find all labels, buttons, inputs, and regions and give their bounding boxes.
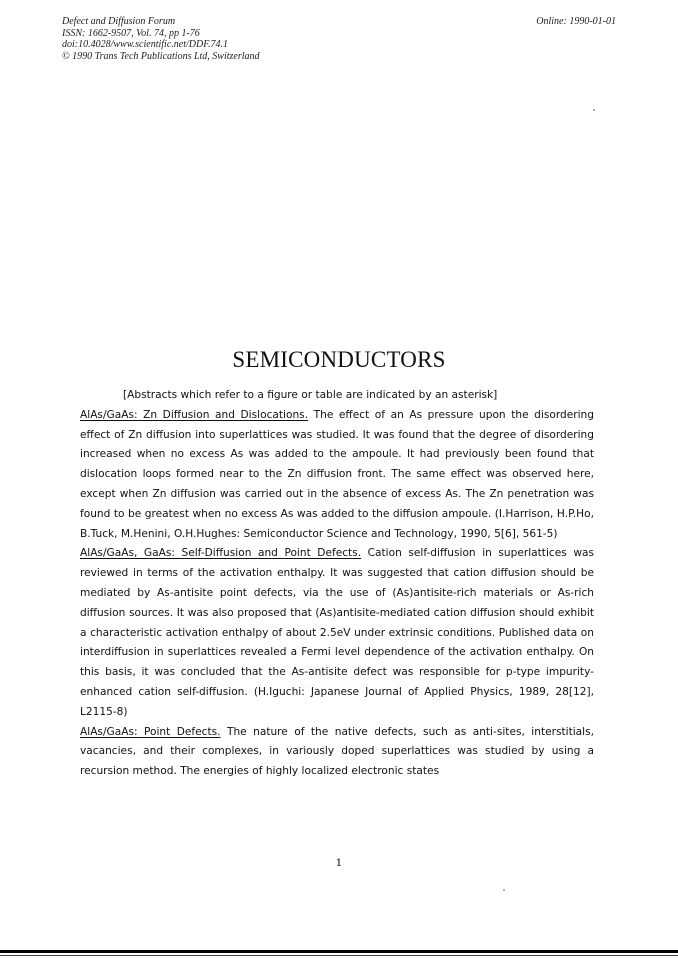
issn-line: ISSN: 1662-9507, Vol. 74, pp 1-76 — [62, 27, 200, 39]
abstract-body: The nature of the native defects, such as anti-sites, interstitials, vacancies, and their complexes, in variously doped superlattices was studied by using a recursion method. The energies of highly localized electronic states — [80, 725, 595, 778]
abstracts-section — [80, 386, 594, 782]
doi-line: doi:10.4028/www.scientific.net/DDF.74.1 — [62, 39, 229, 50]
journal-name: Defect and Diffusion Forum — [62, 16, 176, 27]
abstract-heading: AlAs/GaAs: Zn Diffusion and Dislocations. — [80, 408, 309, 421]
page-number: 1 — [335, 857, 343, 869]
page-title: SEMICONDUCTORS — [232, 347, 446, 372]
copyright-line: © 1990 Trans Tech Publications Ltd, Switzerland — [62, 50, 260, 62]
abstract-body: Cation self-diffusion in superlattices was reviewed in terms of the activation enthalpy. It was suggested that cation diffusion should be mediated by As-antisite point defects, via the use of (As)antisite-rich materials or As-rich diffusion sources. It was also proposed that (As)antisite-mediated cation diffusion should exhibit a characteristic activation enthalpy of about 2.5eV under extrinsic conditions. Published data on interdiffusion in superlattices revealed a Fermi level dependence of the activation enthalpy. On this basis, it was concluded that the As-antisite defect was responsible for p-type impurity-enhanced cation self-diffusion. (H.Iguchi: Japanese Journal of Applied Physics, 1989, 28[12], L2115-8) — [80, 547, 594, 718]
abstract-body: The effect of an As pressure upon the disordering effect of Zn diffusion into superlattices was studied. It was found that the degree of disordering increased when no excess As was added to the ampoule. It had previously been found that dislocation loops formed near to the Zn diffusion front. The same effect was observed here, except when Zn diffusion was carried out in the absence of excess As. The Zn penetration was found to be greatest when no excess As was added to the diffusion ampoule. (I.Harrison, H.P.Ho, B.Tuck, M.Henini, O.H.Hughes: Semiconductor Science and Technology, 1990, 5[6], 561-5) — [80, 408, 594, 540]
abstract-heading: AlAs/GaAs, GaAs: Self-Diffusion and Point Defects. — [80, 547, 362, 560]
bottom-rule-thin — [0, 955, 678, 956]
journal-metadata — [62, 16, 260, 62]
asterisk-note: [Abstracts which refer to a figure or table are indicated by an asterisk] — [123, 389, 498, 401]
abstract-heading: AlAs/GaAs: Point Defects. — [80, 725, 221, 738]
bottom-rule — [0, 950, 678, 953]
scan-speck — [503, 889, 505, 891]
scan-speck — [593, 109, 595, 111]
abstract-paragraph — [80, 723, 594, 782]
abstract-paragraph — [80, 406, 594, 545]
abstract-paragraph — [80, 544, 594, 722]
online-date: Online: 1990-01-01 — [536, 16, 616, 27]
